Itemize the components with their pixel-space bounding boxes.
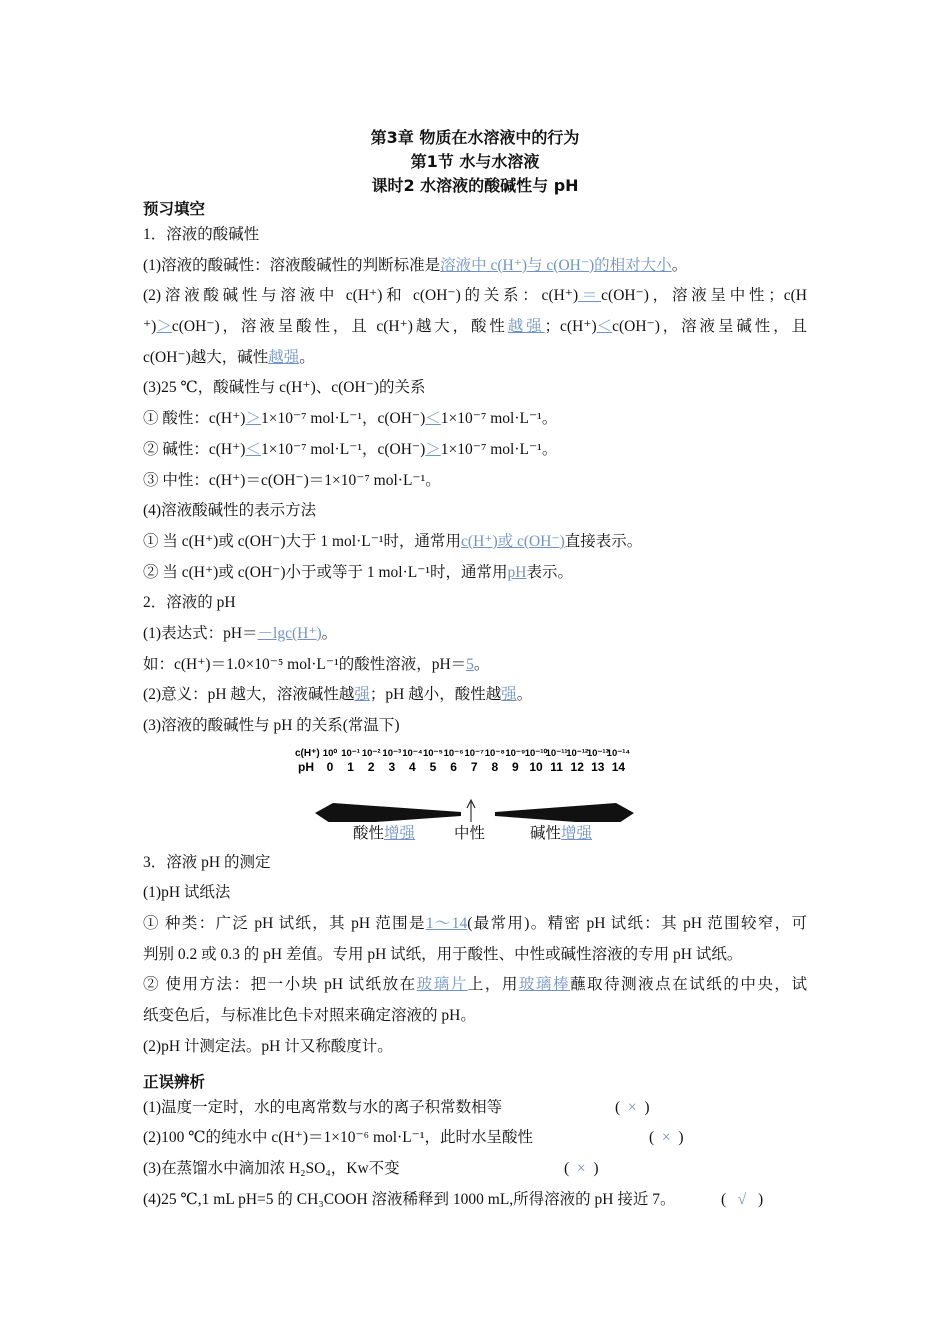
judge-mark: ×	[576, 1159, 586, 1177]
neutral-label: 中性	[454, 824, 486, 842]
item-neutral: ③ 中性：c(H⁺)＝c(OH⁻)＝1×10⁻⁷ mol·L⁻¹。	[143, 471, 441, 489]
item-basic: ② 碱性：c(H⁺)＜1×10⁻⁷ mol·L⁻¹，c(OH⁻)＞1×10⁻⁷ mol·L⁻¹。	[143, 440, 558, 458]
ph-row-label: pH	[298, 759, 314, 774]
answer-blank: ＜	[425, 410, 441, 428]
ch-value: 10⁻⁹	[505, 747, 526, 759]
item-rep2: ② 当 c(H⁺)或 c(OH⁻)小于或等于 1 mol·L⁻¹时，通常用pH表示。	[143, 563, 574, 581]
ph-value: 5	[429, 759, 437, 774]
ch-value: 10⁻⁴	[402, 747, 423, 759]
para-relation-line2: ⁺)＞c(OH⁻)，溶液呈酸性，且 c(H⁺)越大，酸性越强；c(H⁺)＜c(OH⁻)，溶液呈碱性，且	[143, 318, 807, 336]
item-kind-line1: ① 种类：广泛 pH 试纸，其 pH 范围是1～14(最常用)。精密 pH 试纸：其 pH 范围较窄，可	[143, 915, 807, 933]
ph-value: 2	[367, 759, 375, 774]
ch-row-label: c(H⁺)	[295, 747, 320, 759]
ch-value: 10⁻¹³	[586, 747, 609, 759]
ph-value: 13	[591, 759, 605, 774]
para-meaning: (2)意义：pH 越大，溶液碱性越强；pH 越小，酸性越强。	[143, 686, 533, 704]
ph-value: 7	[470, 759, 478, 774]
para-criterion: (1)溶液的酸碱性：溶液酸碱性的判断标准是溶液中 c(H⁺)与 c(OH⁻)的相对大小。	[143, 256, 688, 274]
judge-mark: √	[737, 1190, 747, 1208]
ch-values-row	[323, 748, 631, 759]
answer-blank: 强	[501, 686, 517, 704]
para-testpaper: (1)pH 试纸法	[143, 884, 231, 902]
para-example: 如：c(H⁺)＝1.0×10⁻⁵ mol·L⁻¹的酸性溶液，pH＝5。	[143, 655, 490, 673]
answer-blank: ＞	[425, 440, 441, 458]
para-relation-line1: (2)溶液酸碱性与溶液中 c(H⁺)和 c(OH⁻)的关系：c(H⁺)＝c(OH⁻)，溶液呈中性；c(H	[143, 287, 807, 305]
ph-value: 14	[611, 759, 626, 774]
answer-blank: ＞	[156, 318, 172, 336]
acid-label: 酸性增强	[353, 824, 416, 842]
answer-blank: 越强	[507, 318, 545, 336]
para-expression: (1)表达式：pH＝－lgc(H⁺)。	[143, 624, 338, 642]
answer-blank: ＜	[596, 318, 613, 336]
judge-item: (2)100 ℃的纯水中 c(H⁺)＝1×10⁻⁶ mol·L⁻¹，此时水呈酸性 ( × )	[143, 1123, 807, 1154]
ph-value: 0	[326, 759, 334, 774]
heading-acidity: 1．溶液的酸碱性	[143, 226, 260, 243]
answer-blank: 增强	[384, 824, 416, 842]
ch-value: 10⁻⁵	[422, 747, 444, 759]
ch-value: 10⁻³	[382, 747, 402, 759]
heading-measurement: 3．溶液 pH 的测定	[143, 853, 271, 871]
ch-value: 10⁻⁸	[484, 747, 505, 759]
base-arrow	[495, 803, 634, 822]
heading-ph: 2．溶液的 pH	[143, 594, 236, 612]
judge-mark: ×	[627, 1098, 637, 1116]
judge-mark: ×	[661, 1129, 671, 1147]
answer-blank: pH	[507, 563, 527, 581]
answer-blank: 越强	[268, 348, 300, 366]
judge-bracket: ( × )	[564, 1159, 599, 1177]
ch-value: 10⁻⁶	[443, 747, 464, 759]
ph-value: 12	[570, 759, 584, 774]
judge-item: (3)在蒸馏水中滴加浓 H₂SO₄，Kw不变 ( × )	[143, 1154, 807, 1185]
para-representation: (4)溶液酸碱性的表示方法	[143, 502, 317, 520]
base-label: 碱性增强	[530, 824, 593, 842]
item-use-line1: ② 使用方法：把一小块 pH 试纸放在玻璃片上，用玻璃棒蘸取待测液点在试纸的中央，试	[143, 976, 807, 994]
section-title: 第1节 水与水溶液	[410, 152, 540, 171]
judge-item: (1)温度一定时，水的电离常数与水的离子积常数相等 ( × )	[143, 1093, 807, 1124]
judge-item: (4)25 ℃,1 mL pH=5 的 CH₃COOH 溶液稀释到 1000 mL,所得溶液的 pH 接近 7。 ( √ )	[143, 1185, 807, 1216]
ph-value: 11	[550, 759, 563, 774]
ch-value: 10⁻¹⁴	[606, 747, 631, 759]
acid-arrow	[315, 803, 461, 822]
para-phmeter: (2)pH 计测定法。pH 计又称酸度计。	[143, 1037, 393, 1055]
para-relationship: (3)溶液的酸碱性与 pH 的关系(常温下)	[143, 717, 400, 734]
answer-blank: －lgc(H⁺)	[257, 624, 322, 642]
judge-bracket: ( × )	[615, 1098, 650, 1116]
answer-blank: 溶液中 c(H⁺)与 c(OH⁻)的相对大小	[440, 256, 672, 274]
ph-value: 1	[347, 759, 354, 774]
ch-value: 10⁻¹²	[566, 747, 589, 759]
ch-value: 10⁻¹	[341, 747, 360, 759]
ph-value: 6	[450, 759, 457, 774]
judge-bracket: ( × )	[649, 1129, 684, 1147]
ch-value: 10⁻⁷	[464, 747, 484, 759]
ph-scale-diagram	[143, 742, 807, 822]
answer-blank: ＜	[245, 440, 261, 458]
ph-value: 9	[512, 759, 519, 774]
para-25c: (3)25 ℃，酸碱性与 c(H⁺)、c(OH⁻)的关系	[143, 379, 426, 397]
document-page	[143, 126, 807, 1215]
answer-blank: ＝	[578, 287, 602, 305]
answer-blank: 1～14	[425, 915, 468, 933]
item-use-line2: 纸变色后，与标准比色卡对照来确定溶液的 pH。	[143, 1007, 476, 1025]
answer-blank: 增强	[561, 824, 593, 842]
answer-blank: 玻璃片	[416, 976, 468, 994]
answer-blank: 玻璃棒	[518, 976, 570, 994]
ph-scale-figure	[143, 742, 807, 848]
ph-value: 8	[491, 759, 499, 774]
answer-blank: 强	[354, 686, 370, 704]
item-rep1: ① 当 c(H⁺)或 c(OH⁻)大于 1 mol·L⁻¹时，通常用c(H⁺)或 c(OH⁻)直接表示。	[143, 532, 643, 550]
ch-value: 10⁰	[322, 747, 338, 759]
item-kind-line2: 判别 0.2 或 0.3 的 pH 差值。专用 pH 试纸，用于酸性、中性或碱性溶液的专用 pH 试纸。	[143, 945, 743, 963]
chapter-title: 第3章 物质在水溶液中的行为	[370, 128, 580, 147]
ph-value: 3	[388, 759, 396, 774]
ch-value: 10⁻¹¹	[545, 747, 568, 759]
ph-value: 10	[529, 759, 543, 774]
judge-heading: 正误辨析	[143, 1072, 206, 1091]
preview-heading: 预习填空	[143, 200, 206, 218]
answer-blank: ＞	[245, 410, 261, 428]
judge-bracket: ( √ )	[721, 1190, 764, 1208]
para-relation-line3: c(OH⁻)越大，碱性越强。	[143, 348, 315, 366]
ch-value: 10⁻²	[361, 747, 381, 759]
lesson-title: 课时2 水溶液的酸碱性与 pH	[371, 176, 579, 195]
item-acidic: ① 酸性：c(H⁺)＞1×10⁻⁷ mol·L⁻¹，c(OH⁻)＜1×10⁻⁷ mol·L⁻¹。	[143, 410, 558, 428]
answer-blank: 5	[466, 655, 474, 673]
ph-value: 4	[409, 759, 416, 774]
ph-values-row	[327, 760, 626, 774]
ch-value: 10⁻¹⁰	[524, 747, 548, 759]
answer-blank: c(H⁺)或 c(OH⁻)	[461, 532, 565, 550]
